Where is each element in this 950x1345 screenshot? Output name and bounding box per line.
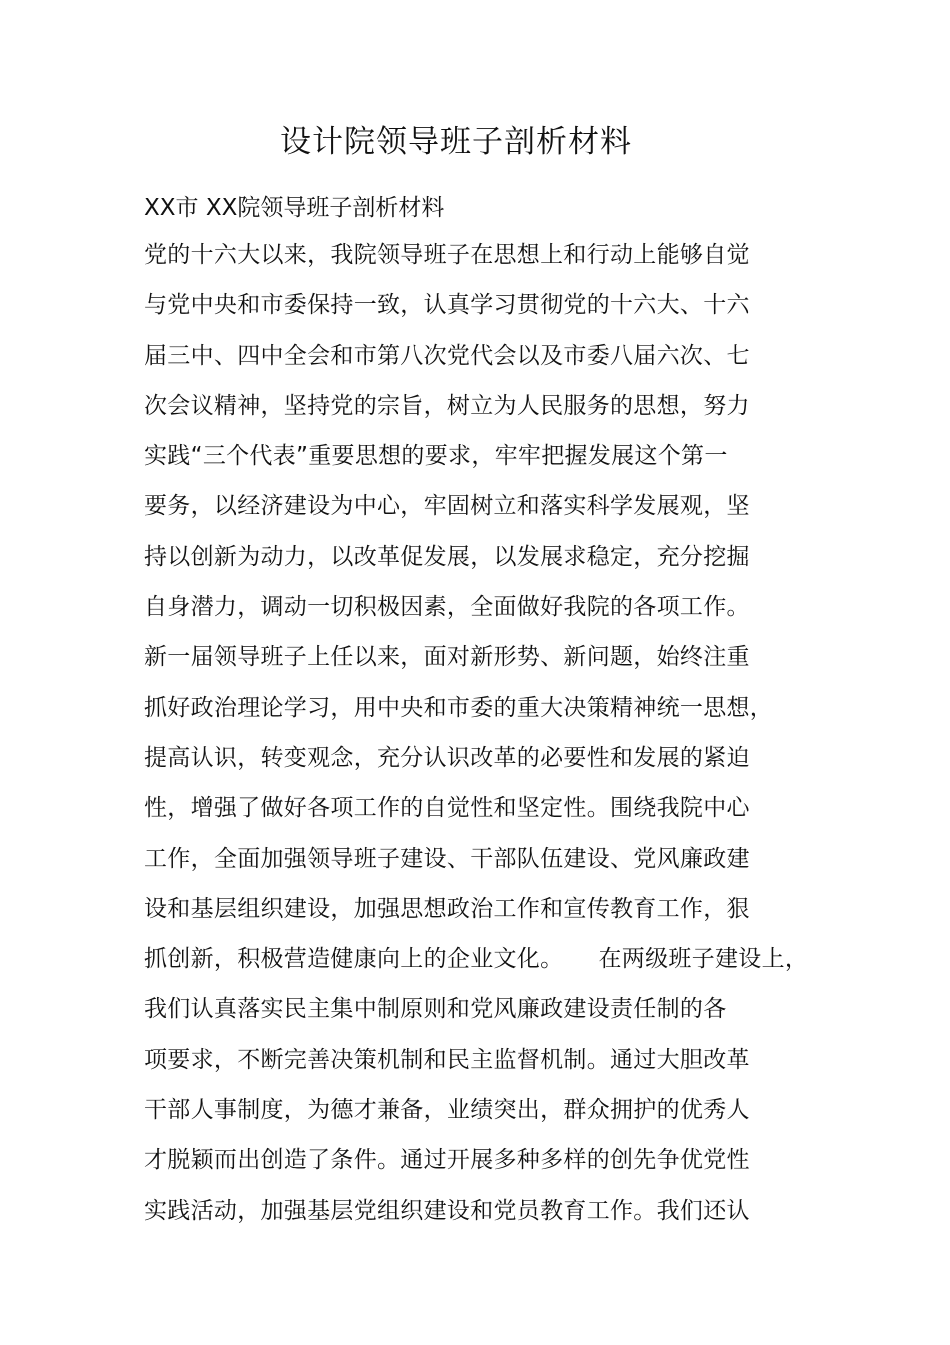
body-text-line: 提高认识，转变观念，充分认识改革的必要性和发展的紧迫 <box>144 744 750 771</box>
body-text-line: 抓创新，积极营造健康向上的企业文化。 在两级班子建设上， <box>144 946 809 973</box>
body-text-line: 与党中央和市委保持一致，认真学习贯彻党的十六大、十六 <box>144 292 750 319</box>
body-text-line: 实践“三个代表”重要思想的要求，牢牢把握发展这个第一 <box>144 443 728 470</box>
body-text-line: 干部人事制度，为德才兼备，业绩突出，群众拥护的优秀人 <box>144 1097 750 1124</box>
body-text-line: 才脱颖而出创造了条件。通过开展多种多样的创先争优党性 <box>144 1147 750 1174</box>
body-text-line: 持以创新为动力，以改革促发展，以发展求稳定，充分挖掘 <box>144 543 750 570</box>
document-subtitle: XX市 XX院领导班子剖析材料 <box>144 195 445 221</box>
body-text-line: 党的十六大以来，我院领导班子在思想上和行动上能够自觉 <box>144 242 750 268</box>
body-text-line: 设和基层组织建设，加强思想政治工作和宣传教育工作，狠 <box>144 895 750 922</box>
body-text-line: 性，增强了做好各项工作的自觉性和坚定性。围绕我院中心 <box>144 795 750 822</box>
body-text-line: 项要求，不断完善决策机制和民主监督机制。通过大胆改革 <box>144 1046 750 1073</box>
document-body <box>144 237 844 1243</box>
body-text-line: 自身潜力，调动一切积极因素，全面做好我院的各项工作。 <box>144 594 750 621</box>
body-text-line: 工作，全面加强领导班子建设、干部队伍建设、党风廉政建 <box>144 845 750 872</box>
body-text-line: 要务，以经济建设为中心，牢固树立和落实科学发展观，坚 <box>144 493 750 520</box>
body-text-line: 新一届领导班子上任以来，面对新形势、新问题，始终注重 <box>144 644 750 671</box>
body-text-line: 届三中、四中全会和市第八次党代会以及市委八届六次、七 <box>144 342 750 369</box>
body-text-line: 抓好政治理论学习，用中央和市委的重大决策精神统一思想， <box>144 694 774 721</box>
body-text-line: 我们认真落实民主集中制原则和党风廉政建设责任制的各 <box>144 996 727 1023</box>
document-title: 设计院领导班子剖析材料 <box>280 124 632 160</box>
body-text-line: 实践活动，加强基层党组织建设和党员教育工作。我们还认 <box>144 1197 750 1224</box>
body-text-line: 次会议精神，坚持党的宗旨，树立为人民服务的思想，努力 <box>144 392 750 419</box>
